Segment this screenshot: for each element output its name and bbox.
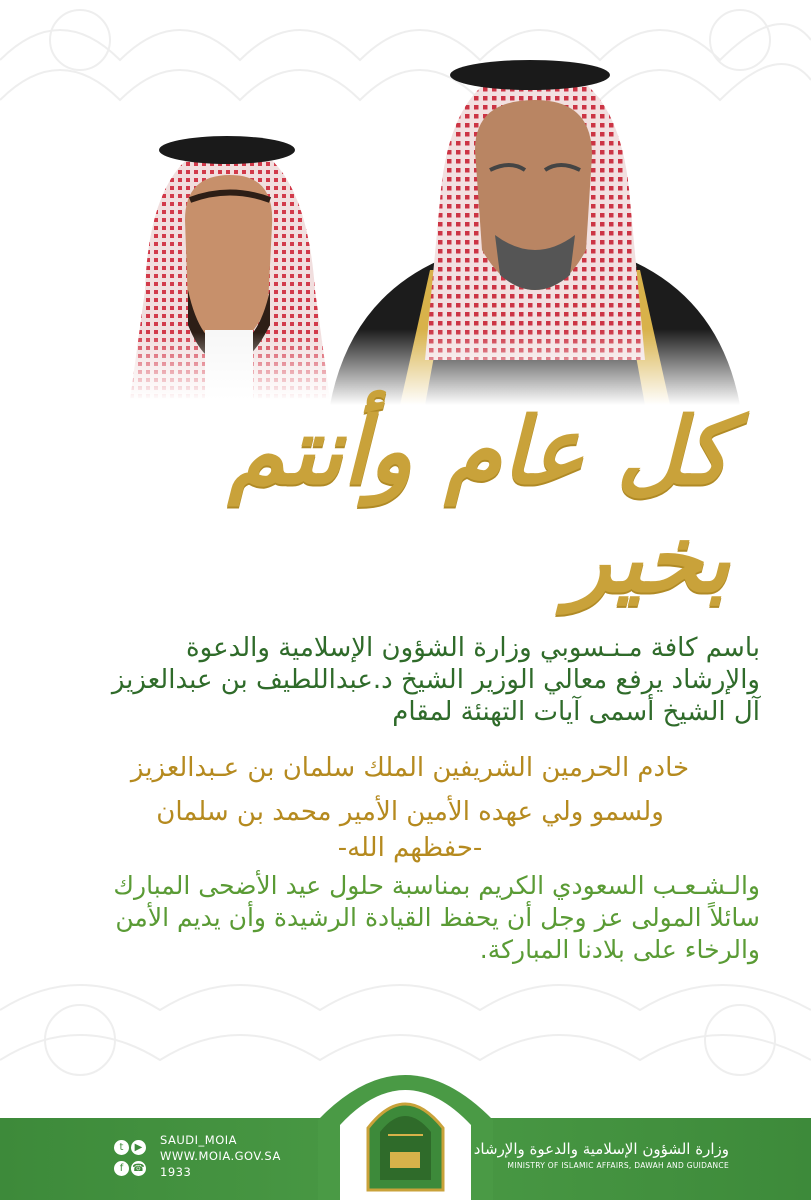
website-link[interactable]: WWW.MOIA.GOV.SA <box>160 1149 281 1163</box>
facebook-icon[interactable]: f <box>114 1161 129 1176</box>
ministry-name <box>474 1140 729 1170</box>
crown-prince-line: ولسمو ولي عهده الأمين الأمير محمد بن سلمان <box>156 797 664 827</box>
eid-greeting-calligraphy: كل عام وأنتم بخير <box>227 397 730 613</box>
twitter-icon[interactable]: t <box>114 1140 129 1155</box>
closing-line-1: والـشـعـب السعودي الكريم بمناسبة حلول عيد الأضحى المبارك <box>113 871 760 900</box>
ministry-logo-emblem <box>318 1040 493 1200</box>
phone-icon[interactable]: ☎ <box>132 1163 145 1174</box>
ministry-name-english: MINISTRY OF ISLAMIC AFFAIRS, DAWAH AND GUIDANCE <box>507 1161 729 1170</box>
closing-line-2: سائلاً المولى عز وجل أن يحفظ القيادة الرشيدة وأن يديم الأمن <box>115 903 760 932</box>
social-icons <box>113 1135 151 1177</box>
greeting-paragraph-closing <box>60 870 760 966</box>
intro-line-1: باسم كافة مـنـسوبي وزارة الشؤون الإسلامية والدعوة <box>186 633 760 663</box>
phone-number[interactable]: 1933 <box>160 1165 192 1179</box>
intro-line-2: والإرشاد يرفع معالي الوزير الشيخ د.عبداللطيف بن عبدالعزيز <box>111 665 760 695</box>
twitter-handle[interactable]: SAUDI_MOIA <box>160 1133 238 1147</box>
king-portrait <box>330 60 740 405</box>
youtube-icon[interactable]: ▶ <box>131 1140 146 1155</box>
contact-info <box>160 1132 281 1180</box>
intro-line-3: آل الشيخ أسمى آيات التهنئة لمقام <box>392 697 760 727</box>
crown-prince-portrait <box>90 130 350 400</box>
ministry-name-arabic: وزارة الشؤون الإسلامية والدعوة والإرشاد <box>473 1140 729 1158</box>
greeting-paragraph-intro <box>60 632 760 728</box>
closing-line-3: والرخاء على بلادنا المباركة. <box>479 935 760 964</box>
dua-line: -حفظهم الله- <box>337 833 483 863</box>
king-line: خادم الحرمين الشريفين الملك سلمان بن عـبدالعزيز <box>130 753 690 783</box>
